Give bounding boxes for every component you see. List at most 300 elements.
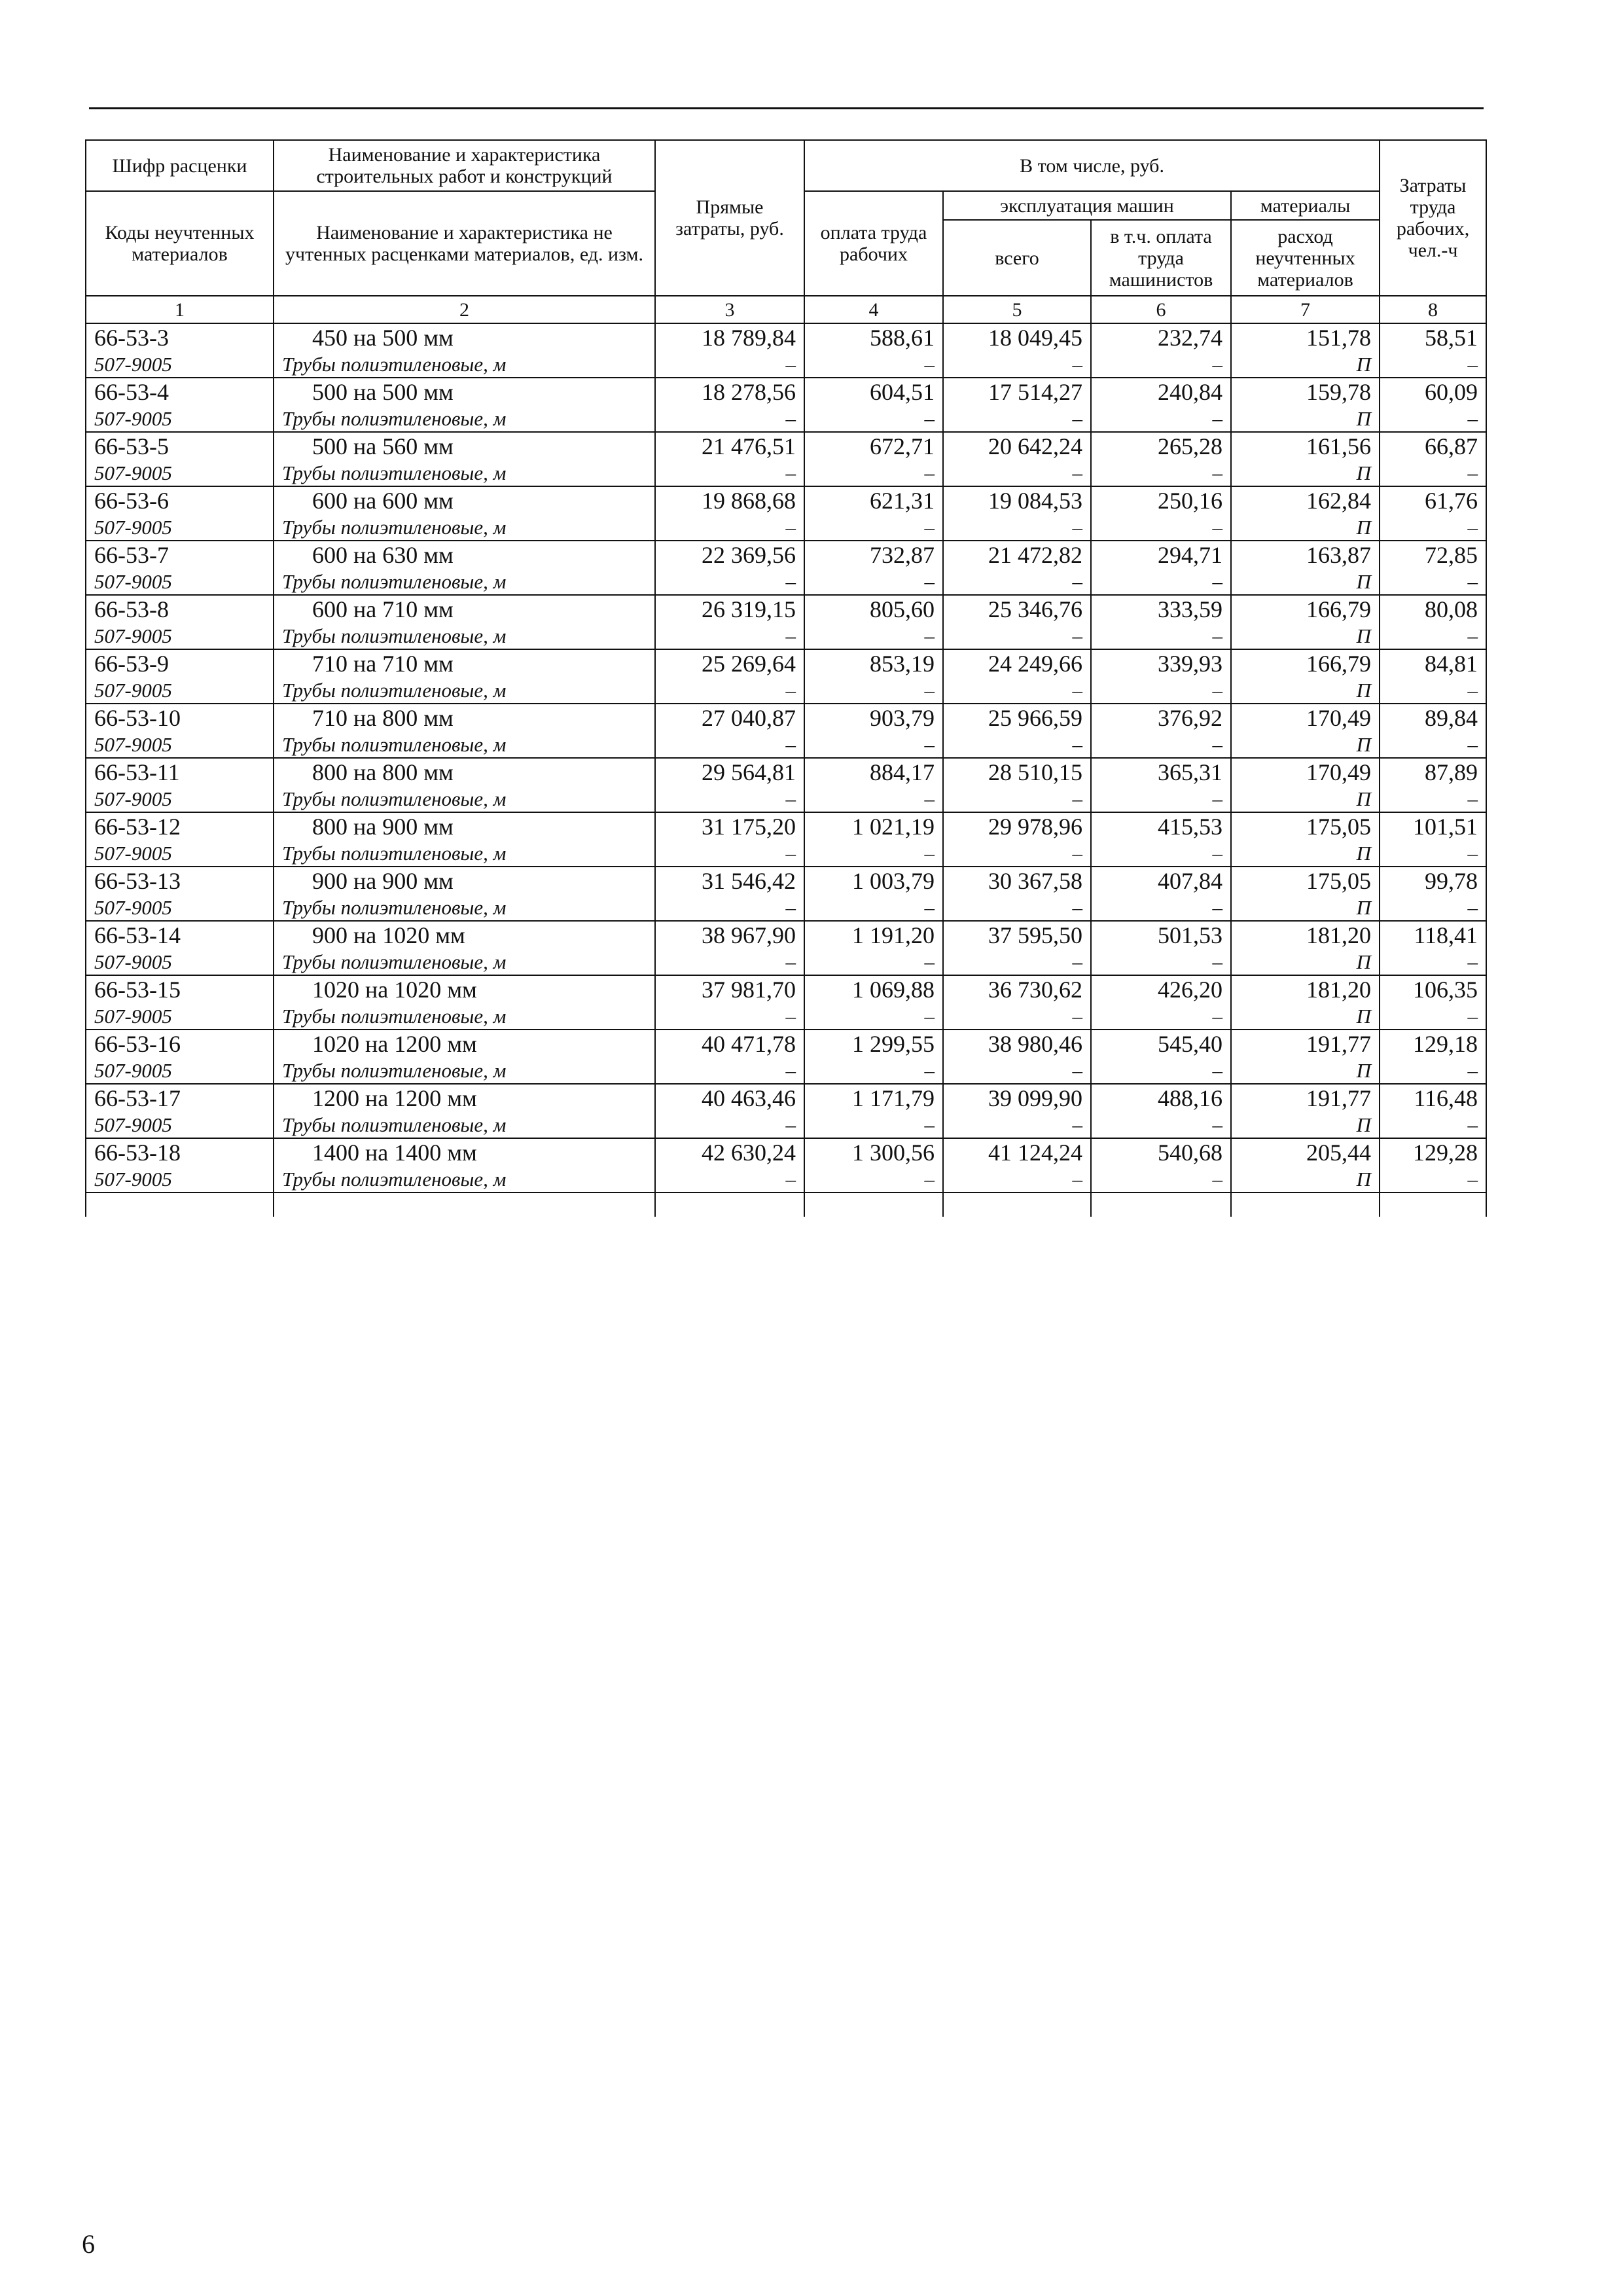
labor-hours-cell xyxy=(1380,1084,1486,1138)
dash: – xyxy=(924,1059,935,1082)
material-name: Трубы полиэтиленовые, м xyxy=(282,570,507,593)
dash: – xyxy=(1212,787,1222,810)
material-code: 507-9005 xyxy=(94,624,172,647)
material-code: 507-9005 xyxy=(94,1005,172,1028)
labor-hours: 118,41 xyxy=(1414,922,1478,948)
machinist-pay-cell xyxy=(1091,378,1231,432)
work-name: 600 на 710 мм xyxy=(312,596,454,622)
materials-value: 166,79 xyxy=(1306,596,1372,622)
direct-costs-cell xyxy=(655,975,804,1030)
dash: – xyxy=(924,624,935,647)
dash: – xyxy=(785,1168,796,1191)
rate-code: 66-53-14 xyxy=(94,922,181,948)
direct-costs-cell xyxy=(655,432,804,486)
direct-costs: 26 319,15 xyxy=(702,596,796,622)
dash: – xyxy=(1072,733,1082,756)
top-rule xyxy=(89,107,1484,109)
dash: – xyxy=(1467,1168,1478,1191)
material-flag: П xyxy=(1356,1113,1372,1136)
dash: – xyxy=(1072,1005,1082,1028)
header-material-use: расход неучтенных материалов xyxy=(1231,220,1380,296)
dash: – xyxy=(1467,461,1478,484)
rate-code-cell xyxy=(86,1030,274,1084)
direct-costs-cell xyxy=(655,1138,804,1193)
labor-hours: 66,87 xyxy=(1425,433,1478,459)
rate-code-cell xyxy=(86,1138,274,1193)
dash: – xyxy=(924,733,935,756)
machine-total: 19 084,53 xyxy=(988,488,1082,514)
dash: – xyxy=(785,679,796,702)
material-code: 507-9005 xyxy=(94,1113,172,1136)
dash: – xyxy=(1212,1059,1222,1082)
labor-hours: 129,18 xyxy=(1413,1031,1478,1057)
header-materials: материалы xyxy=(1231,191,1380,220)
material-flag: П xyxy=(1356,842,1372,865)
worker-pay: 1 003,79 xyxy=(852,868,935,894)
materials-value-cell xyxy=(1231,758,1380,812)
direct-costs-cell xyxy=(655,867,804,921)
materials-value-cell xyxy=(1231,704,1380,758)
work-name: 900 на 1020 мм xyxy=(312,922,465,948)
work-name-cell xyxy=(274,486,655,541)
work-name-cell xyxy=(274,1030,655,1084)
direct-costs: 38 967,90 xyxy=(702,922,796,948)
machinist-pay-cell xyxy=(1091,541,1231,595)
header-labor-cost: Затраты труда рабочих, чел.-ч xyxy=(1380,140,1486,296)
materials-value-cell xyxy=(1231,323,1380,378)
machine-total-cell xyxy=(943,541,1091,595)
worker-pay: 884,17 xyxy=(870,759,935,785)
rate-code: 66-53-16 xyxy=(94,1031,181,1057)
direct-costs: 19 868,68 xyxy=(702,488,796,514)
dash: – xyxy=(1467,516,1478,539)
direct-costs: 37 981,70 xyxy=(702,977,796,1003)
worker-pay: 732,87 xyxy=(870,542,935,568)
dash: – xyxy=(1467,787,1478,810)
machinist-pay: 333,59 xyxy=(1158,596,1222,622)
worker-pay-cell xyxy=(804,595,943,649)
work-name: 710 на 710 мм xyxy=(312,651,454,677)
rate-code: 66-53-17 xyxy=(94,1085,181,1111)
machinist-pay: 407,84 xyxy=(1158,868,1222,894)
page-number: 6 xyxy=(82,2229,95,2259)
machine-total: 21 472,82 xyxy=(988,542,1082,568)
column-number: 7 xyxy=(1231,296,1380,323)
dash: – xyxy=(1072,842,1082,865)
machine-total-cell xyxy=(943,1084,1091,1138)
labor-hours: 60,09 xyxy=(1425,379,1478,405)
material-name: Трубы полиэтиленовые, м xyxy=(282,1059,507,1082)
dash: – xyxy=(924,950,935,973)
machine-total: 37 595,50 xyxy=(988,922,1082,948)
materials-value: 191,77 xyxy=(1306,1085,1372,1111)
dash: – xyxy=(1072,624,1082,647)
labor-hours-cell xyxy=(1380,812,1486,867)
direct-costs: 21 476,51 xyxy=(702,433,796,459)
labor-hours-cell xyxy=(1380,432,1486,486)
dash: – xyxy=(785,1059,796,1082)
machinist-pay: 365,31 xyxy=(1158,759,1222,785)
dash: – xyxy=(924,842,935,865)
labor-hours-cell xyxy=(1380,867,1486,921)
header-name-title: Наименование и характеристика строительных работ и конструкций xyxy=(274,140,655,191)
material-code: 507-9005 xyxy=(94,950,172,973)
dash: – xyxy=(924,516,935,539)
machinist-pay-cell xyxy=(1091,812,1231,867)
dash: – xyxy=(785,1005,796,1028)
machine-total-cell xyxy=(943,975,1091,1030)
worker-pay-cell xyxy=(804,323,943,378)
work-name-cell xyxy=(274,867,655,921)
labor-hours: 61,76 xyxy=(1425,488,1478,514)
material-flag: П xyxy=(1356,461,1372,484)
material-code: 507-9005 xyxy=(94,461,172,484)
material-flag: П xyxy=(1356,407,1372,430)
worker-pay: 621,31 xyxy=(870,488,935,514)
worker-pay-cell xyxy=(804,921,943,975)
rate-code-cell xyxy=(86,758,274,812)
direct-costs-cell xyxy=(655,323,804,378)
machine-total-cell xyxy=(943,867,1091,921)
machinist-pay: 376,92 xyxy=(1158,705,1222,731)
work-name-cell xyxy=(274,432,655,486)
machine-total-cell xyxy=(943,378,1091,432)
machine-total: 30 367,58 xyxy=(988,868,1082,894)
labor-hours: 84,81 xyxy=(1425,651,1478,677)
material-name: Трубы полиэтиленовые, м xyxy=(282,353,507,376)
column-number: 3 xyxy=(655,296,804,323)
labor-hours-cell xyxy=(1380,975,1486,1030)
labor-hours-cell xyxy=(1380,541,1486,595)
header-codes: Коды неучтенных материалов xyxy=(86,191,274,296)
materials-value: 170,49 xyxy=(1306,705,1372,731)
machine-total-cell xyxy=(943,323,1091,378)
dash: – xyxy=(785,787,796,810)
machinist-pay: 240,84 xyxy=(1158,379,1222,405)
rate-code-cell xyxy=(86,541,274,595)
table-row xyxy=(86,541,1486,595)
rate-code-cell xyxy=(86,649,274,704)
worker-pay-cell xyxy=(804,758,943,812)
material-code: 507-9005 xyxy=(94,353,172,376)
dash: – xyxy=(1072,787,1082,810)
material-code: 507-9005 xyxy=(94,842,172,865)
header-shifr: Шифр расценки xyxy=(86,140,274,191)
dash: – xyxy=(1467,842,1478,865)
machine-total-cell xyxy=(943,649,1091,704)
dash: – xyxy=(924,407,935,430)
labor-hours-cell xyxy=(1380,758,1486,812)
material-code: 507-9005 xyxy=(94,570,172,593)
material-code: 507-9005 xyxy=(94,1168,172,1191)
materials-value-cell xyxy=(1231,486,1380,541)
machinist-pay: 250,16 xyxy=(1158,488,1222,514)
dash: – xyxy=(924,1168,935,1191)
table-row xyxy=(86,812,1486,867)
worker-pay-cell xyxy=(804,541,943,595)
machine-total-cell xyxy=(943,1030,1091,1084)
labor-hours: 87,89 xyxy=(1425,759,1478,785)
labor-hours-cell xyxy=(1380,595,1486,649)
machine-total: 39 099,90 xyxy=(988,1085,1082,1111)
worker-pay-cell xyxy=(804,867,943,921)
dash: – xyxy=(1467,679,1478,702)
work-name-cell xyxy=(274,812,655,867)
dash: – xyxy=(924,570,935,593)
rate-code-cell xyxy=(86,812,274,867)
material-name: Трубы полиэтиленовые, м xyxy=(282,1168,507,1191)
table-row xyxy=(86,323,1486,378)
materials-value: 151,78 xyxy=(1306,325,1372,351)
rate-code: 66-53-13 xyxy=(94,868,181,894)
worker-pay: 805,60 xyxy=(870,596,935,622)
machine-total: 41 124,24 xyxy=(988,1139,1082,1166)
work-name-cell xyxy=(274,758,655,812)
materials-value-cell xyxy=(1231,921,1380,975)
direct-costs: 22 369,56 xyxy=(702,542,796,568)
table-body xyxy=(86,323,1486,1193)
material-flag: П xyxy=(1356,950,1372,973)
dash: – xyxy=(1212,1168,1222,1191)
dash: – xyxy=(785,1113,796,1136)
material-code: 507-9005 xyxy=(94,733,172,756)
dash: – xyxy=(1072,679,1082,702)
dash: – xyxy=(1467,1005,1478,1028)
material-name: Трубы полиэтиленовые, м xyxy=(282,733,507,756)
materials-value-cell xyxy=(1231,975,1380,1030)
material-name: Трубы полиэтиленовые, м xyxy=(282,787,507,810)
dash: – xyxy=(785,950,796,973)
machinist-pay-cell xyxy=(1091,1030,1231,1084)
header-machinist-pay: в т.ч. оплата труда машинистов xyxy=(1091,220,1231,296)
direct-costs-cell xyxy=(655,649,804,704)
machinist-pay: 232,74 xyxy=(1158,325,1222,351)
column-number: 1 xyxy=(86,296,274,323)
work-name: 1020 на 1020 мм xyxy=(312,977,477,1003)
table-row xyxy=(86,921,1486,975)
worker-pay-cell xyxy=(804,378,943,432)
direct-costs: 40 471,78 xyxy=(702,1031,796,1057)
machinist-pay: 265,28 xyxy=(1158,433,1222,459)
machine-total-cell xyxy=(943,812,1091,867)
dash: – xyxy=(924,1113,935,1136)
work-name: 500 на 560 мм xyxy=(312,433,454,459)
materials-value-cell xyxy=(1231,867,1380,921)
material-name: Трубы полиэтиленовые, м xyxy=(282,407,507,430)
material-name: Трубы полиэтиленовые, м xyxy=(282,896,507,919)
rate-code: 66-53-6 xyxy=(94,488,169,514)
dash: – xyxy=(924,896,935,919)
material-name: Трубы полиэтиленовые, м xyxy=(282,516,507,539)
machinist-pay: 545,40 xyxy=(1158,1031,1222,1057)
dash: – xyxy=(1212,570,1222,593)
material-flag: П xyxy=(1356,1005,1372,1028)
machine-total-cell xyxy=(943,921,1091,975)
material-flag: П xyxy=(1356,624,1372,647)
material-flag: П xyxy=(1356,570,1372,593)
rate-code-cell xyxy=(86,704,274,758)
machine-total-cell xyxy=(943,1138,1091,1193)
work-name: 1200 на 1200 мм xyxy=(312,1085,477,1111)
machinist-pay-cell xyxy=(1091,758,1231,812)
rate-code: 66-53-3 xyxy=(94,325,169,351)
worker-pay: 853,19 xyxy=(870,651,935,677)
rate-code-cell xyxy=(86,323,274,378)
work-name: 1020 на 1200 мм xyxy=(312,1031,477,1057)
material-name: Трубы полиэтиленовые, м xyxy=(282,461,507,484)
machine-total: 24 249,66 xyxy=(988,651,1082,677)
labor-hours: 116,48 xyxy=(1414,1085,1478,1111)
column-number: 2 xyxy=(274,296,655,323)
table-tail xyxy=(86,1193,1486,1217)
dash: – xyxy=(1467,950,1478,973)
material-flag: П xyxy=(1356,1168,1372,1191)
machine-total: 25 346,76 xyxy=(988,596,1082,622)
materials-value: 166,79 xyxy=(1306,651,1372,677)
dash: – xyxy=(785,461,796,484)
direct-costs-cell xyxy=(655,595,804,649)
table-row xyxy=(86,1084,1486,1138)
direct-costs-cell xyxy=(655,812,804,867)
dash: – xyxy=(1467,570,1478,593)
materials-value-cell xyxy=(1231,1138,1380,1193)
table-row xyxy=(86,704,1486,758)
dash: – xyxy=(1072,1168,1082,1191)
rate-code: 66-53-9 xyxy=(94,651,169,677)
materials-value: 181,20 xyxy=(1306,922,1372,948)
labor-hours: 101,51 xyxy=(1413,814,1478,840)
material-code: 507-9005 xyxy=(94,516,172,539)
labor-hours: 80,08 xyxy=(1425,596,1478,622)
labor-hours-cell xyxy=(1380,649,1486,704)
work-name: 600 на 600 мм xyxy=(312,488,454,514)
material-code: 507-9005 xyxy=(94,896,172,919)
dash: – xyxy=(1212,896,1222,919)
dash: – xyxy=(785,407,796,430)
direct-costs: 18 789,84 xyxy=(702,325,796,351)
rate-code-cell xyxy=(86,1084,274,1138)
work-name-cell xyxy=(274,541,655,595)
material-code: 507-9005 xyxy=(94,1059,172,1082)
direct-costs-cell xyxy=(655,758,804,812)
materials-value-cell xyxy=(1231,378,1380,432)
dash: – xyxy=(1212,1113,1222,1136)
materials-value: 162,84 xyxy=(1306,488,1372,514)
work-name: 800 на 900 мм xyxy=(312,814,454,840)
worker-pay-cell xyxy=(804,1030,943,1084)
worker-pay-cell xyxy=(804,649,943,704)
dash: – xyxy=(785,353,796,376)
materials-value: 170,49 xyxy=(1306,759,1372,785)
dash: – xyxy=(1072,516,1082,539)
machinist-pay-cell xyxy=(1091,1084,1231,1138)
direct-costs: 25 269,64 xyxy=(702,651,796,677)
dash: – xyxy=(1212,516,1222,539)
machinist-pay: 540,68 xyxy=(1158,1139,1222,1166)
work-name: 500 на 500 мм xyxy=(312,379,454,405)
rate-code-cell xyxy=(86,921,274,975)
rate-code: 66-53-4 xyxy=(94,379,169,405)
dash: – xyxy=(924,787,935,810)
machinist-pay-cell xyxy=(1091,432,1231,486)
dash: – xyxy=(924,353,935,376)
direct-costs: 31 175,20 xyxy=(702,814,796,840)
rate-code: 66-53-15 xyxy=(94,977,181,1003)
machine-total: 38 980,46 xyxy=(988,1031,1082,1057)
worker-pay: 1 300,56 xyxy=(852,1139,935,1166)
materials-value-cell xyxy=(1231,432,1380,486)
machinist-pay-cell xyxy=(1091,595,1231,649)
worker-pay: 903,79 xyxy=(870,705,935,731)
dash: – xyxy=(785,516,796,539)
rate-code: 66-53-8 xyxy=(94,596,169,622)
machine-total-cell xyxy=(943,432,1091,486)
direct-costs-cell xyxy=(655,921,804,975)
materials-value-cell xyxy=(1231,649,1380,704)
table-row xyxy=(86,1030,1486,1084)
column-number: 6 xyxy=(1091,296,1231,323)
materials-value: 205,44 xyxy=(1306,1139,1372,1166)
dash: – xyxy=(785,896,796,919)
table-row xyxy=(86,975,1486,1030)
machine-total-cell xyxy=(943,704,1091,758)
machinist-pay: 488,16 xyxy=(1158,1085,1222,1111)
dash: – xyxy=(1467,624,1478,647)
worker-pay: 1 299,55 xyxy=(852,1031,935,1057)
material-name: Трубы полиэтиленовые, м xyxy=(282,1113,507,1136)
dash: – xyxy=(1467,1059,1478,1082)
machinist-pay-cell xyxy=(1091,1138,1231,1193)
machinist-pay-cell xyxy=(1091,867,1231,921)
material-code: 507-9005 xyxy=(94,679,172,702)
material-name: Трубы полиэтиленовые, м xyxy=(282,1005,507,1028)
labor-hours: 72,85 xyxy=(1425,542,1478,568)
materials-value: 175,05 xyxy=(1306,868,1372,894)
material-name: Трубы полиэтиленовые, м xyxy=(282,679,507,702)
header-including: В том числе, руб. xyxy=(804,140,1380,191)
worker-pay: 1 171,79 xyxy=(852,1085,935,1111)
table-row xyxy=(86,378,1486,432)
materials-value: 161,56 xyxy=(1306,433,1372,459)
material-flag: П xyxy=(1356,1059,1372,1082)
material-name: Трубы полиэтиленовые, м xyxy=(282,624,507,647)
material-flag: П xyxy=(1356,896,1372,919)
materials-value-cell xyxy=(1231,541,1380,595)
worker-pay: 1 021,19 xyxy=(852,814,935,840)
machine-total: 36 730,62 xyxy=(988,977,1082,1003)
machinist-pay-cell xyxy=(1091,323,1231,378)
work-name: 800 на 800 мм xyxy=(312,759,454,785)
direct-costs: 27 040,87 xyxy=(702,705,796,731)
column-number: 4 xyxy=(804,296,943,323)
direct-costs: 42 630,24 xyxy=(702,1139,796,1166)
material-name: Трубы полиэтиленовые, м xyxy=(282,842,507,865)
header-worker-pay: оплата труда рабочих xyxy=(804,191,943,296)
work-name-cell xyxy=(274,704,655,758)
dash: – xyxy=(1467,896,1478,919)
table-row xyxy=(86,432,1486,486)
machine-total-cell xyxy=(943,595,1091,649)
labor-hours-cell xyxy=(1380,323,1486,378)
worker-pay: 672,71 xyxy=(870,433,935,459)
materials-value-cell xyxy=(1231,1030,1380,1084)
dash: – xyxy=(1072,461,1082,484)
dash: – xyxy=(1467,733,1478,756)
material-code: 507-9005 xyxy=(94,407,172,430)
worker-pay-cell xyxy=(804,486,943,541)
machinist-pay-cell xyxy=(1091,704,1231,758)
material-flag: П xyxy=(1356,787,1372,810)
